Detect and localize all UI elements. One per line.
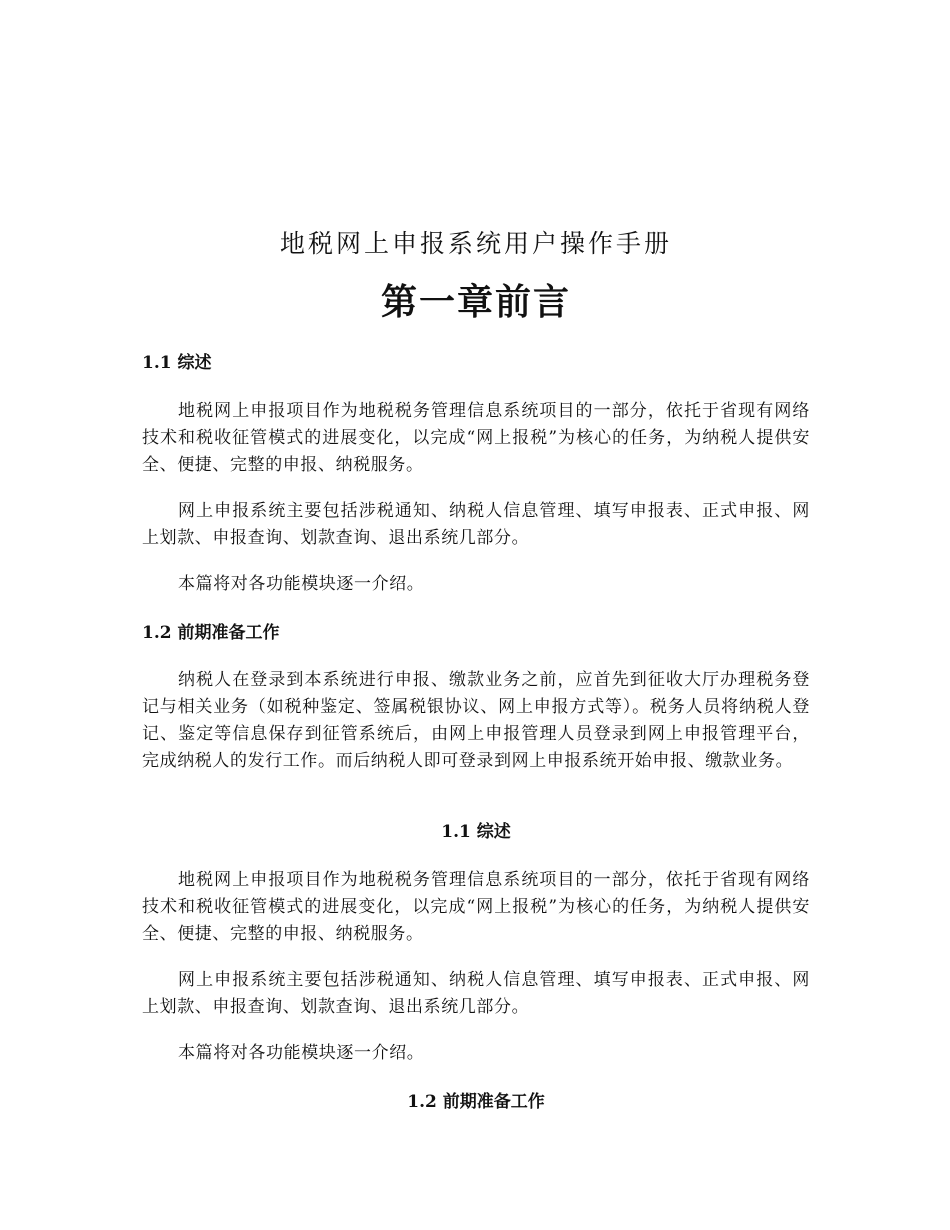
paragraph: 本篇将对各功能模块逐一介绍。 xyxy=(178,574,425,594)
paragraph: 纳税人在登录到本系统进行申报、缴款业务之前，应首先到征收大厅办理税务登记与相关业务（如税种鉴定、签属税银协议、网上申报方式等）。税务人员将纳税人登记、鉴定等信息保存到征管系统后，由网上申报管理人员登录到网上申报管理平台，完成纳税人的发行工作。而后纳税人即可登录到网上申报系统开始申报、缴款业务。 xyxy=(142,670,810,771)
paragraph: 地税网上申报项目作为地税税务管理信息系统项目的一部分，依托于省现有网络技术和税收征管模式的进展变化，以完成“网上报税”为核心的任务，为纳税人提供安全、便捷、完整的申报、纳税服务。 xyxy=(142,870,810,944)
chapter-title: 第一章前言 xyxy=(380,281,571,323)
paragraph: 地税网上申报项目作为地税税务管理信息系统项目的一部分，依托于省现有网络技术和税收征管模式的进展变化，以完成“网上报税”为核心的任务，为纳税人提供安全、便捷、完整的申报、纳税服务。 xyxy=(142,401,810,475)
paragraph: 网上申报系统主要包括涉税通知、纳税人信息管理、填写申报表、正式申报、网上划款、申报查询、划款查询、退出系统几部分。 xyxy=(142,501,810,548)
document-title: 地税网上申报系统用户操作手册 xyxy=(279,229,672,258)
section-heading-preparation: 1.2 前期准备工作 xyxy=(142,623,280,643)
paragraph: 网上申报系统主要包括涉税通知、纳税人信息管理、填写申报表、正式申报、网上划款、申报查询、划款查询、退出系统几部分。 xyxy=(142,970,810,1017)
section-heading-preparation-centered: 1.2 前期准备工作 xyxy=(407,1092,545,1112)
paragraph: 本篇将对各功能模块逐一介绍。 xyxy=(178,1043,425,1063)
section-heading-overview-centered: 1.1 综述 xyxy=(441,822,511,842)
section-heading-overview: 1.1 综述 xyxy=(142,353,212,373)
